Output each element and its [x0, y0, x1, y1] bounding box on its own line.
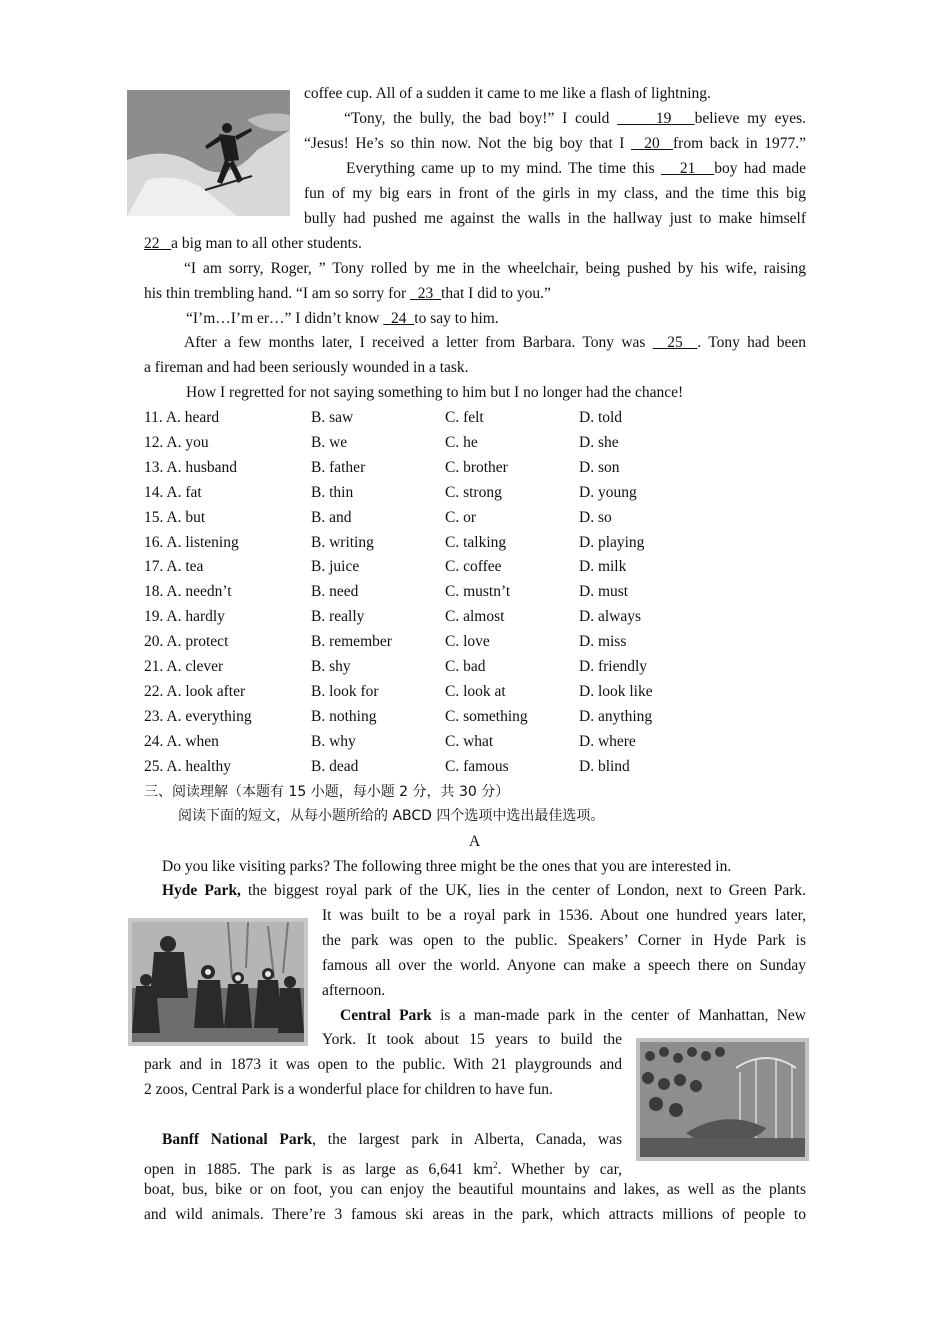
passage-text: believe my eyes. — [694, 110, 807, 127]
passage-text: After a few months later, I received a letter from Barbara. Tony was — [184, 334, 646, 351]
q14-option-d: D. young — [579, 484, 637, 501]
q19-option-b: B. really — [311, 608, 365, 625]
q25-option-b: B. dead — [311, 758, 359, 775]
q21-option-b: B. shy — [311, 658, 351, 675]
q15-option-d: D. so — [579, 509, 612, 526]
q21-option-c: C. bad — [445, 658, 486, 675]
q20-option-a: 20. A. protect — [144, 633, 229, 650]
skier-photo — [127, 90, 290, 216]
passage-letter: A — [469, 833, 481, 850]
passage-text: that I did to you.” — [441, 285, 551, 302]
q22-option-d: D. look like — [579, 683, 653, 700]
passage-text: “Jesus! He’s so thin now. Not the big boy that I — [304, 135, 625, 152]
banff-line-4: and wild animals. There’re 3 famous ski areas in the park, which attracts millions of people to — [144, 1206, 806, 1223]
q16-option-c: C. talking — [445, 534, 507, 551]
passage-text: his thin trembling hand. “I am so sorry for — [144, 285, 407, 302]
q19-option-a: 19. A. hardly — [144, 608, 225, 625]
central-line-1 — [340, 1006, 806, 1026]
q12-option-c: C. he — [445, 434, 478, 451]
q17-option-c: C. coffee — [445, 558, 502, 575]
passage-text: is a man-made park in the center of Manhattan, New — [431, 1007, 806, 1024]
q19-option-d: D. always — [579, 608, 641, 625]
q21-option-a: 21. A. clever — [144, 658, 224, 675]
q11-option-c: C. felt — [445, 409, 484, 426]
q16-option-d: D. playing — [579, 534, 645, 551]
blank-21: 21 — [679, 160, 696, 177]
q16-option-a: 16. A. listening — [144, 534, 239, 551]
passage-text: to say to him. — [414, 310, 499, 327]
q18-option-a: 18. A. needn’t — [144, 583, 232, 600]
q14-option-c: C. strong — [445, 484, 502, 501]
passage-line-5: fun of my big ears in front of the girls in my class, and the time this big — [304, 185, 806, 202]
passage-text: “I am sorry, Roger, ” Tony rolled by me in the wheelchair, being pushed by his wife, raising — [184, 260, 806, 277]
passage-text: the biggest royal park of the UK, lies in the center of London, next to Green Park. — [240, 882, 806, 899]
q25-option-a: 25. A. healthy — [144, 758, 231, 775]
q12-option-b: B. we — [311, 434, 348, 451]
passage-line-8 — [144, 259, 806, 279]
passage-line-3 — [304, 134, 806, 154]
q20-option-d: D. miss — [579, 633, 627, 650]
q13-option-d: D. son — [579, 459, 620, 476]
passage-line-10 — [186, 309, 499, 329]
superscript: 2 — [493, 1160, 498, 1170]
passage-line-1: coffee cup. All of a sudden it came to me like a flash of lightning. — [304, 85, 711, 102]
q11-option-b: B. saw — [311, 409, 354, 426]
q24-option-b: B. why — [311, 733, 356, 750]
banff-line-1 — [162, 1130, 622, 1150]
q18-option-d: D. must — [579, 583, 629, 600]
passage-line-9 — [144, 284, 551, 304]
q25-option-c: C. famous — [445, 758, 509, 775]
central-line-4: 2 zoos, Central Park is a wonderful place for children to have fun. — [144, 1081, 553, 1098]
q24-option-a: 24. A. when — [144, 733, 219, 750]
passage-text: , the largest park in Alberta, Canada, was — [312, 1131, 622, 1148]
q20-option-c: C. love — [445, 633, 490, 650]
passage-text: open in 1885. The park is as large as 6,641 km — [144, 1161, 494, 1179]
q18-option-b: B. need — [311, 583, 359, 600]
q17-option-a: 17. A. tea — [144, 558, 204, 575]
q23-option-c: C. something — [445, 708, 528, 725]
passage-text: a big man to all other students. — [171, 235, 362, 252]
passage-text: . Whether by car, — [497, 1161, 622, 1179]
hyde-line-3: the park was open to the public. Speakers’ Corner in Hyde Park is — [322, 932, 806, 949]
passage-text: from back in 1977.” — [673, 135, 807, 152]
q17-option-b: B. juice — [311, 558, 360, 575]
hyde-line-2: It was built to be a royal park in 1536. About one hundred years later, — [322, 907, 806, 924]
q18-option-c: C. mustn’t — [445, 583, 511, 600]
q22-option-a: 22. A. look after — [144, 683, 246, 700]
q19-option-c: C. almost — [445, 608, 505, 625]
q22-option-c: C. look at — [445, 683, 506, 700]
q15-option-a: 15. A. but — [144, 509, 206, 526]
q13-option-a: 13. A. husband — [144, 459, 237, 476]
q23-option-a: 23. A. everything — [144, 708, 252, 725]
q25-option-d: D. blind — [579, 758, 630, 775]
q15-option-c: C. or — [445, 509, 476, 526]
section-heading: 三、阅读理解（本题有 15 小题，每小题 2 分，共 30 分） — [144, 784, 510, 800]
hyde-line-1 — [162, 881, 806, 901]
central-line-3: park and in 1873 it was open to the public. With 21 playgrounds and — [144, 1056, 622, 1073]
passage-text: boy had made — [714, 160, 807, 177]
hyde-park-photo — [128, 918, 308, 1046]
blank-24: 24 — [391, 310, 407, 327]
q22-option-b: B. look for — [311, 683, 379, 700]
q17-option-d: D. milk — [579, 558, 627, 575]
q15-option-b: B. and — [311, 509, 352, 526]
passage-line-11 — [144, 333, 806, 353]
central-line-2: York. It took about 15 years to build the — [322, 1031, 622, 1048]
passage-text: . Tony had been — [697, 334, 807, 351]
q16-option-b: B. writing — [311, 534, 374, 551]
banff-park-title: Banff National Park — [162, 1131, 313, 1148]
hyde-park-title: Hyde Park, — [162, 882, 241, 899]
q11-option-a: 11. A. heard — [144, 409, 220, 426]
passage-line-2 — [304, 109, 806, 129]
q24-option-d: D. where — [579, 733, 636, 750]
passage-line-13: How I regretted for not saying something to him but I no longer had the chance! — [186, 384, 684, 401]
q14-option-a: 14. A. fat — [144, 484, 202, 501]
q14-option-b: B. thin — [311, 484, 354, 501]
banff-line-3: boat, bus, bike or on foot, you can enjoy the beautiful mountains and lakes, as well as the plants — [144, 1181, 806, 1198]
blank-23: 23 — [417, 285, 434, 302]
blank-25: 25 — [667, 334, 683, 351]
blank-22: 22 — [144, 235, 160, 252]
q21-option-d: D. friendly — [579, 658, 648, 675]
hyde-line-4: famous all over the world. Anyone can make a speech there on Sunday — [322, 957, 806, 974]
hyde-line-5: afternoon. — [322, 982, 386, 999]
passage-line-7 — [144, 234, 362, 254]
passage-text: “I’m…I’m er…” I didn’t know — [186, 310, 380, 327]
central-park-title: Central Park — [340, 1007, 432, 1024]
passage-line-6: bully had pushed me against the walls in the hallway just to make himself — [304, 210, 806, 227]
passage-text: Everything came up to my mind. The time this — [346, 160, 655, 177]
passage-line-12: a fireman and had been seriously wounded in a task. — [144, 359, 469, 376]
passage-a-intro: Do you like visiting parks? The following three might be the ones that you are interested in. — [162, 858, 732, 875]
q11-option-d: D. told — [579, 409, 623, 426]
central-park-photo — [636, 1038, 809, 1161]
blank-20: 20 — [644, 135, 660, 152]
q12-option-d: D. she — [579, 434, 619, 451]
q12-option-a: 12. A. you — [144, 434, 209, 451]
section-instruction: 阅读下面的短文，从每小题所给的 ABCD 四个选项中选出最佳选项。 — [178, 808, 605, 824]
passage-line-4 — [304, 159, 806, 179]
q23-option-b: B. nothing — [311, 708, 377, 725]
q13-option-c: C. brother — [445, 459, 508, 476]
passage-text: “Tony, the bully, the bad boy!” I could — [344, 110, 610, 127]
q24-option-c: C. what — [445, 733, 494, 750]
banff-line-2 — [144, 1155, 622, 1180]
q23-option-d: D. anything — [579, 708, 653, 725]
blank-19: 19 — [655, 110, 672, 127]
q13-option-b: B. father — [311, 459, 366, 476]
q20-option-b: B. remember — [311, 633, 392, 650]
